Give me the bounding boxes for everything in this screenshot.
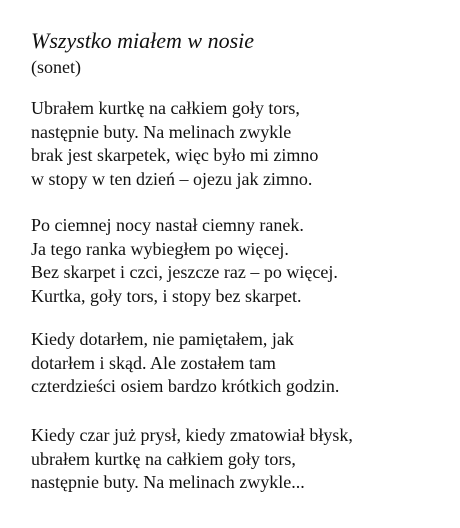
poem-line: dotarłem i skąd. Ale zostałem tam xyxy=(31,352,276,373)
poem-line: następnie buty. Na melinach zwykle... xyxy=(31,472,305,492)
poem-line: Ubrałem kurtkę na całkiem goły tors, xyxy=(31,98,300,118)
poem-line: Bez skarpet i czci, jeszcze raz – po więcej. xyxy=(31,262,338,282)
poem-line: następnie buty. Na melinach zwykle xyxy=(31,121,292,142)
poem-line: Po ciemnej nocy nastał ciemny ranek. xyxy=(31,215,304,235)
poem-line: Kiedy czar już prysł, kiedy zmatowiał błysk, xyxy=(31,425,353,445)
poem-line: brak jest skarpetek, więc było mi zimno xyxy=(31,145,319,165)
stanza-1 xyxy=(31,97,451,191)
poem-title: Wszystko miałem w nosie xyxy=(31,28,255,53)
poem-line: Kurtka, goły tors, i stopy bez skarpet. xyxy=(31,285,302,306)
poem-line: Kiedy dotarłem, nie pamiętałem, jak xyxy=(31,329,294,349)
poem-subtitle: (sonet) xyxy=(31,57,81,77)
poem-line: ubrałem kurtkę na całkiem goły tors, xyxy=(31,448,296,469)
poem-line: czterdzieści osiem bardzo krótkich godzin. xyxy=(31,376,340,396)
poem-line: w stopy w ten dzień – ojezu jak zimno. xyxy=(31,168,313,189)
poem-line: Ja tego ranka wybiegłem po więcej. xyxy=(31,238,289,259)
stanza-2 xyxy=(31,214,451,308)
stanza-4 xyxy=(31,424,451,495)
stanza-3 xyxy=(31,328,451,399)
